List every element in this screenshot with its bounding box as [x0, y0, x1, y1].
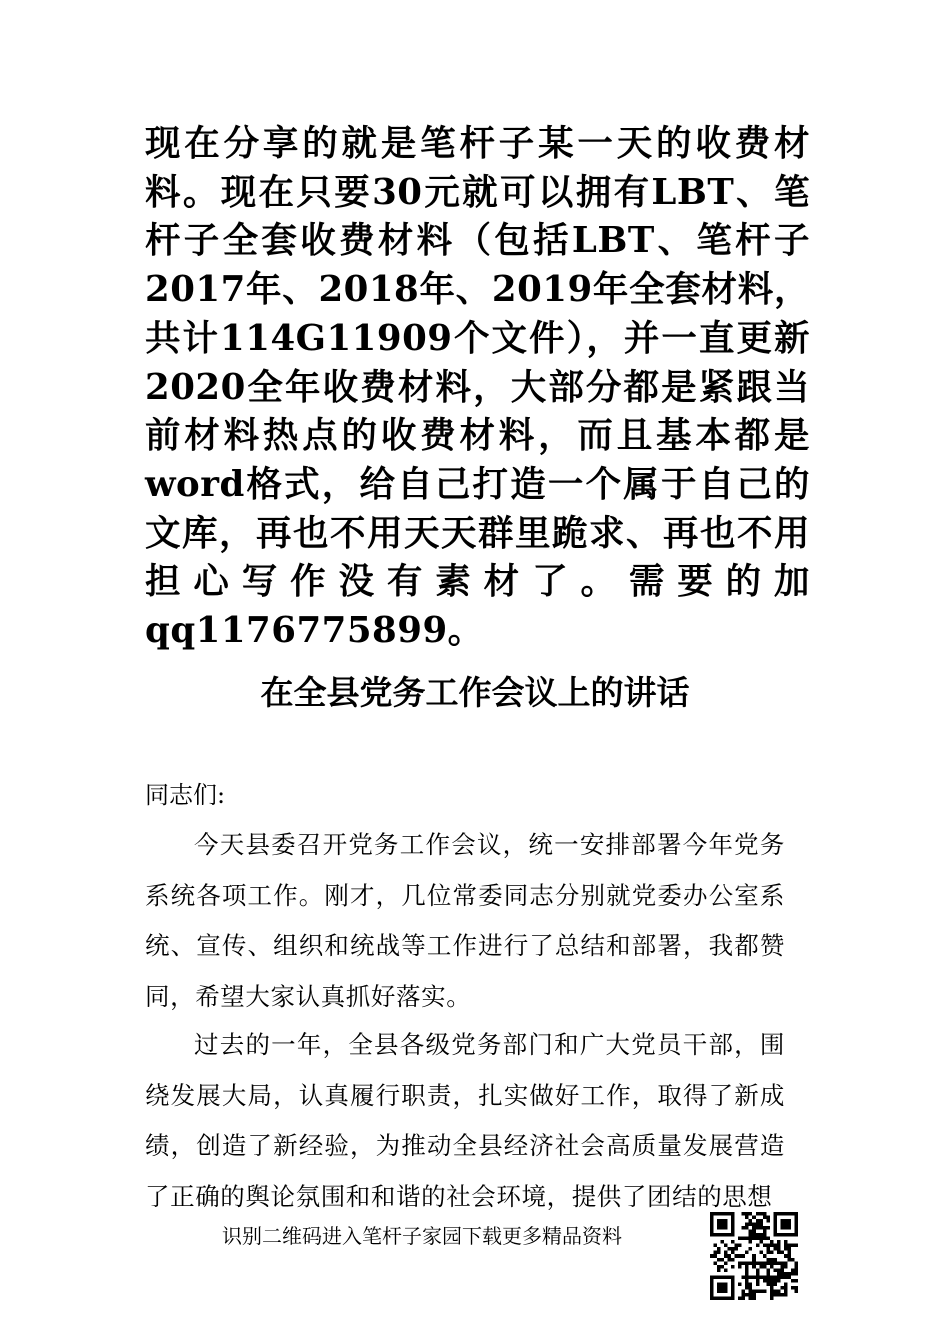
salutation: 同志们:	[145, 781, 226, 809]
qr-code-icon[interactable]	[710, 1212, 798, 1300]
body-paragraph-1: 今天县委召开党务工作会议，统一安排部署今年党务系统各项工作。刚才，几位常委同志分别就党委办公室系统、宣传、组织和统战等工作进行了总结和部署，我都赞同，希望大家认真抓好落实。	[145, 830, 785, 1011]
promo-paragraph: 现在分享的就是笔杆子某一天的收费材料。现在只要30元就可以拥有LBT、笔杆子全套收费材料（包括LBT、笔杆子2017年、2018年、2019年全套材料，共计114G11909个文件），并一直更新2020全年收费材料，大部分都是紧跟当前材料热点的收费材料，而且基本都是word格式，给自己打造一个属于自己的文库，再也不用天天群里跪求、再也不用担心写作没有素材了。需要的加qq1176775899。	[145, 123, 810, 652]
body-paragraph-2: 过去的一年，全县各级党务部门和广大党员干部，围绕发展大局，认真履行职责，扎实做好工作，取得了新成绩，创造了新经验，为推动全县经济社会高质量发展营造了正确的舆论氛围和和谐的社会环境，提供了团结的思想	[145, 1030, 785, 1210]
footer-caption: 识别二维码进入笔杆子家园下载更多精品资料	[222, 1224, 622, 1248]
page-title: 在全县党务工作会议上的讲话	[260, 673, 690, 712]
